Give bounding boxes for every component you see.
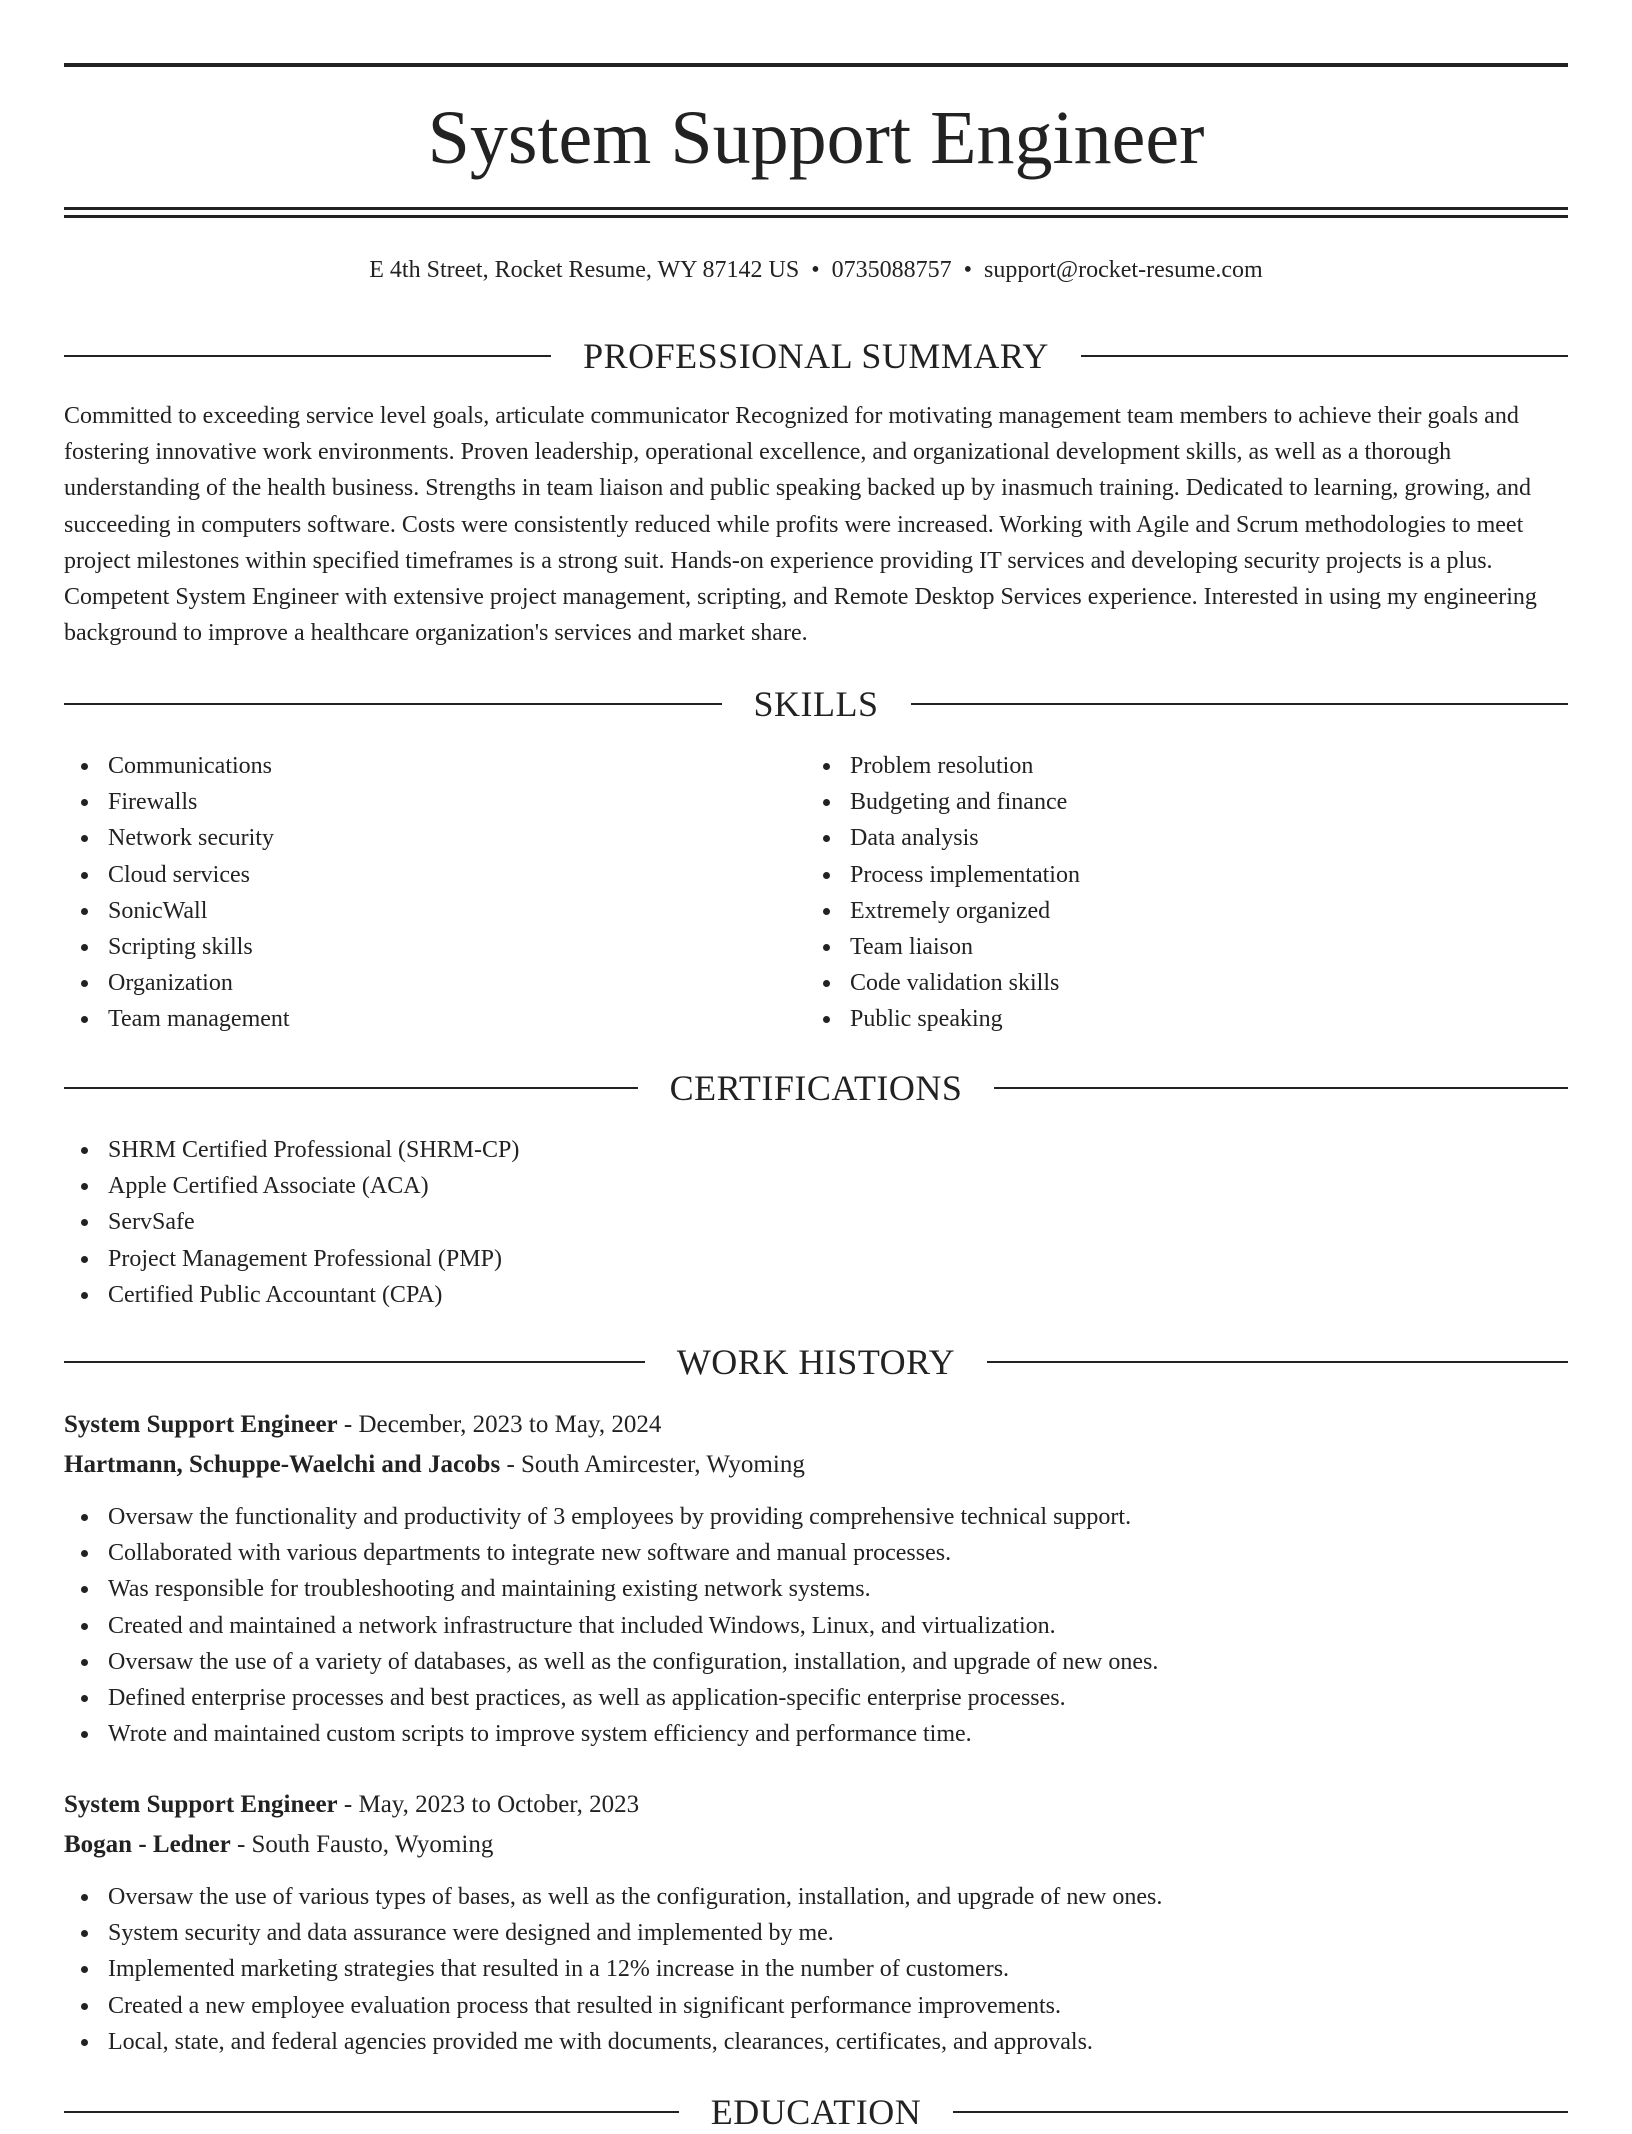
heading-rule-right	[987, 1361, 1568, 1363]
skill-item: SonicWall	[64, 893, 804, 929]
skills-list-left	[64, 748, 804, 1038]
education-heading	[64, 2090, 1568, 2134]
contact-email: support@rocket-resume.com	[984, 257, 1263, 283]
skill-item: Network security	[64, 820, 804, 856]
summary-text: Committed to exceeding service level goals, articulate communicator Recognized for motivating management team members to achieve their goals and fostering innovative work environments. Proven leadership, operational excellence, and organizational development skills, as well as a thorough understanding of the health business. Strengths in team liaison and public speaking backed up by inasmuch training. Dedicated to learning, growing, and succeeding in computers software. Costs were consistently reduced while profits were increased. Working with Agile and Scrum methodologies to meet project milestones within specified timeframes is a strong suit. Hands-on experience providing IT services and developing security projects is a plus. Competent System Engineer with extensive project management, scripting, and Remote Desktop Services experience. Interested in using my engineering background to improve a healthcare organization's services and market share.	[64, 403, 1537, 647]
title-rule-upper	[64, 207, 1568, 210]
title-rule-lower	[64, 215, 1568, 218]
job-bullets	[64, 1499, 1568, 1752]
job-location: - South Amircester, Wyoming	[500, 1451, 805, 1478]
job-bullet: Oversaw the functionality and productivity of 3 employees by providing comprehensive technical support.	[64, 1499, 1568, 1535]
contact-separator: •	[811, 257, 820, 283]
job-company-line	[64, 1445, 1568, 1485]
education-heading-label: EDUCATION	[710, 2092, 922, 2132]
job-bullet: Was responsible for troubleshooting and maintaining existing network systems.	[64, 1571, 1568, 1607]
job-title: System Support Engineer	[64, 1411, 338, 1438]
certification-item: ServSafe	[64, 1204, 1568, 1240]
contact-address: E 4th Street, Rocket Resume, WY 87142 US	[369, 257, 800, 283]
skill-item: Code validation skills	[806, 965, 1546, 1001]
job-bullet: Wrote and maintained custom scripts to improve system efficiency and performance time.	[64, 1716, 1568, 1752]
job-bullet: Defined enterprise processes and best practices, as well as application-specific enterprise processes.	[64, 1680, 1568, 1716]
heading-rule-right	[911, 703, 1569, 705]
job-bullet: Collaborated with various departments to integrate new software and manual processes.	[64, 1535, 1568, 1571]
job-title-line	[64, 1785, 1568, 1825]
resume-title: System Support Engineer	[427, 96, 1205, 180]
skill-item: Data analysis	[806, 820, 1546, 856]
heading-rule-left	[64, 2111, 679, 2113]
skill-item: Communications	[64, 748, 804, 784]
skill-item: Cloud services	[64, 857, 804, 893]
job-company-line	[64, 1825, 1568, 1865]
certification-item: Apple Certified Associate (ACA)	[64, 1168, 1568, 1204]
job-title-line	[64, 1405, 1568, 1445]
job-location: - South Fausto, Wyoming	[230, 1831, 494, 1858]
skills-heading	[64, 682, 1568, 726]
job-bullet: Oversaw the use of a variety of databases, as well as the configuration, installation, and upgrade of new ones.	[64, 1644, 1568, 1680]
certifications-heading	[64, 1066, 1568, 1110]
heading-rule-right	[953, 2111, 1568, 2113]
contact-separator: •	[963, 257, 973, 283]
certification-item: Project Management Professional (PMP)	[64, 1241, 1568, 1277]
job-dates: - December, 2023 to May, 2024	[337, 1411, 662, 1438]
skill-item: Organization	[64, 965, 804, 1001]
job-dates: - May, 2023 to October, 2023	[337, 1791, 640, 1818]
certifications-list	[64, 1132, 1568, 1313]
heading-rule-left	[64, 1087, 638, 1089]
heading-rule-left	[64, 1361, 645, 1363]
skill-item: Team management	[64, 1001, 804, 1037]
job-bullet: Local, state, and federal agencies provided me with documents, clearances, certificates, and approvals.	[64, 2024, 1568, 2060]
skill-item: Firewalls	[64, 784, 804, 820]
contact-info	[64, 252, 1568, 288]
job-bullet: Implemented marketing strategies that resulted in a 12% increase in the number of customers.	[64, 1951, 1568, 1987]
skills-heading-label: SKILLS	[753, 684, 879, 724]
contact-phone: 0735088757	[831, 257, 952, 283]
skill-item: Extremely organized	[806, 893, 1546, 929]
skill-item: Process implementation	[806, 857, 1546, 893]
job-bullet: Created a new employee evaluation process that resulted in significant performance improvements.	[64, 1988, 1568, 2024]
certification-item: SHRM Certified Professional (SHRM-CP)	[64, 1132, 1568, 1168]
job-bullet: System security and data assurance were designed and implemented by me.	[64, 1915, 1568, 1951]
heading-rule-left	[64, 703, 722, 705]
summary-heading	[64, 334, 1568, 378]
skill-item: Team liaison	[806, 929, 1546, 965]
job-bullet: Created and maintained a network infrastructure that included Windows, Linux, and virtualization.	[64, 1608, 1568, 1644]
work-history-heading-label: WORK HISTORY	[676, 1342, 956, 1382]
certification-item: Certified Public Accountant (CPA)	[64, 1277, 1568, 1313]
certifications-heading-label: CERTIFICATIONS	[669, 1068, 963, 1108]
skills-list-right	[806, 748, 1546, 1038]
summary-heading-label: PROFESSIONAL SUMMARY	[583, 336, 1049, 376]
job-company: Bogan - Ledner	[64, 1831, 231, 1858]
skill-item: Scripting skills	[64, 929, 804, 965]
skill-item: Problem resolution	[806, 748, 1546, 784]
top-rule	[64, 63, 1568, 67]
job-title: System Support Engineer	[64, 1791, 338, 1818]
heading-rule-right	[994, 1087, 1568, 1089]
job-bullet: Oversaw the use of various types of bases, as well as the configuration, installation, and upgrade of new ones.	[64, 1879, 1568, 1915]
heading-rule-right	[1081, 355, 1568, 357]
skill-item: Budgeting and finance	[806, 784, 1546, 820]
work-history-heading	[64, 1340, 1568, 1384]
job-company: Hartmann, Schuppe-Waelchi and Jacobs	[64, 1451, 501, 1478]
skill-item: Public speaking	[806, 1001, 1546, 1037]
job-bullets	[64, 1879, 1568, 2060]
heading-rule-left	[64, 355, 551, 357]
